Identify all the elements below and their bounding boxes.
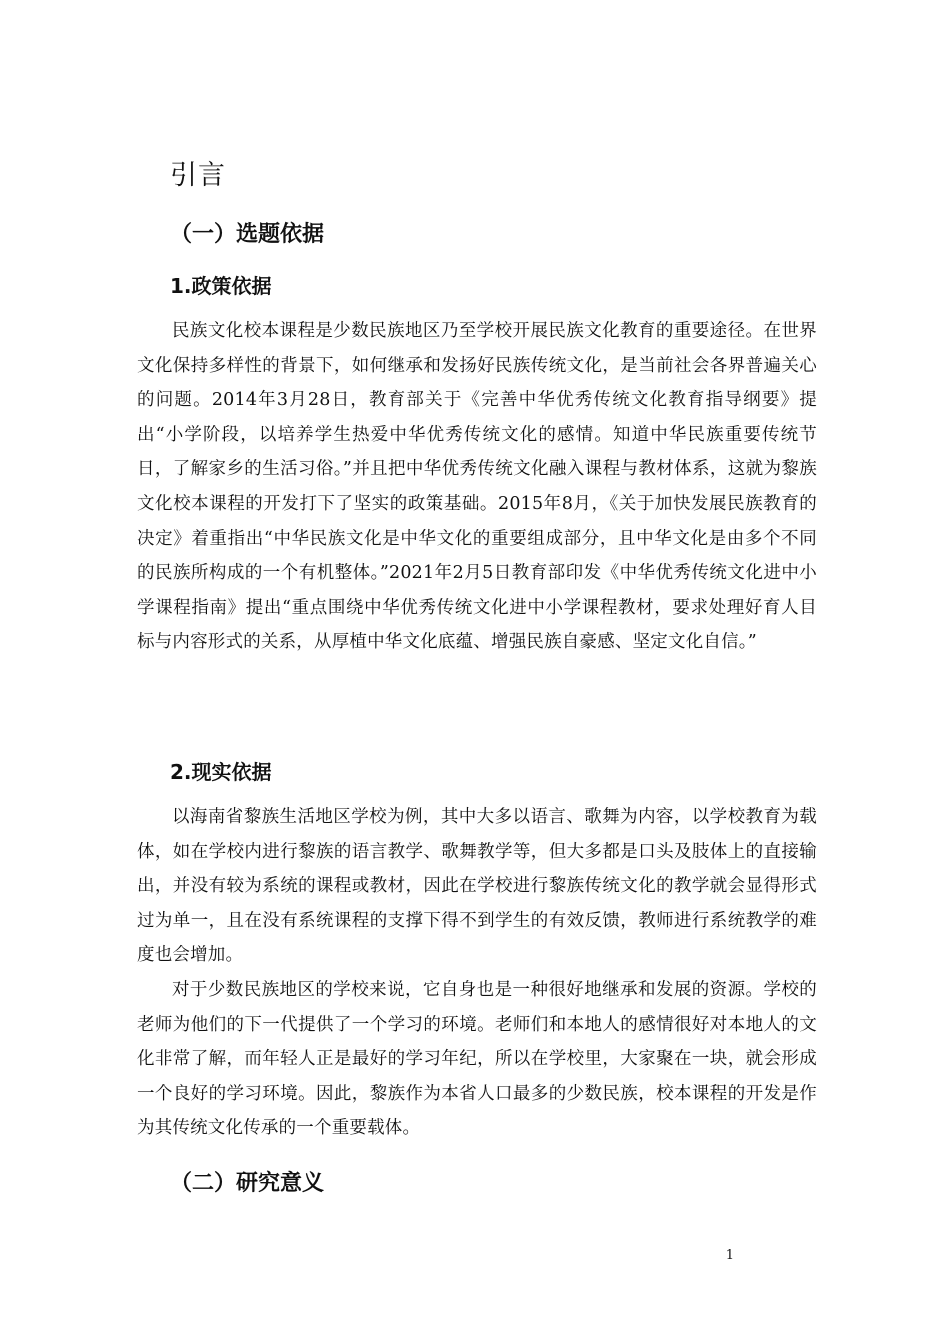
paragraph-policy-basis: 民族文化校本课程是少数民族地区乃至学校开展民族文化教育的重要途径。在世界文化保持多样性的背景下，如何继承和发扬好民族传统文化，是当前社会各界普遍关心的问题。2014年3月28日，教育部关于《完善中华优秀传统文化教育指导纲要》提出“小学阶段，以培养学生热爱中华优秀传统文化的感情。知道中华民族重要传统节日，了解家乡的生活习俗。”并且把中华优秀传统文化融入课程与教材体系，这就为黎族文化校本课程的开发打下了坚实的政策基础。2015年8月，《关于加快发展民族教育的决定》着重指出“中华民族文化是中华文化的重要组成部分，且中华文化是由多个不同的民族所构成的一个有机整体。”2021年2月5日教育部印发《中华优秀传统文化进中小学课程指南》提出“重点围绕中华优秀传统文化进中小学课程教材，要求处理好育人目标与内容形式的关系，从厚植中华文化底蕴、增强民族自豪感、坚定文化自信。”	[137, 321, 817, 653]
section-heading-topic-basis: （一）选题依据	[170, 222, 325, 247]
paragraph-practical-basis-2: 对于少数民族地区的学校来说，它自身也是一种很好地继承和发展的资源。学校的老师为他们的下一代提供了一个学习的环境。老师们和本地人的感情很好对本地人的文化非常了解，而年轻人正是最好的学习年纪，所以在学校里，大家聚在一块，就会形成一个良好的学习环境。因此，黎族作为本省人口最多的少数民族，校本课程的开发是作为其传统文化传承的一个重要载体。	[137, 980, 817, 1139]
subsection-heading-policy-basis: 1.政策依据	[170, 274, 272, 298]
page-title: 引言	[170, 160, 226, 191]
section-heading-research-significance: （二）研究意义	[170, 1171, 325, 1196]
page-number: 1	[725, 1248, 734, 1263]
paragraph-practical-basis-1: 以海南省黎族生活地区学校为例，其中大多以语言、歌舞为内容，以学校教育为载体，如在学校内进行黎族的语言教学、歌舞教学等，但大多都是口头及肢体上的直接输出，并没有较为系统的课程或教材，因此在学校进行黎族传统文化的教学就会显得形式过为单一，且在没有系统课程的支撑下得不到学生的有效反馈，教师进行系统教学的难度也会增加。	[137, 807, 817, 966]
subsection-heading-practical-basis: 2.现实依据	[170, 760, 272, 784]
